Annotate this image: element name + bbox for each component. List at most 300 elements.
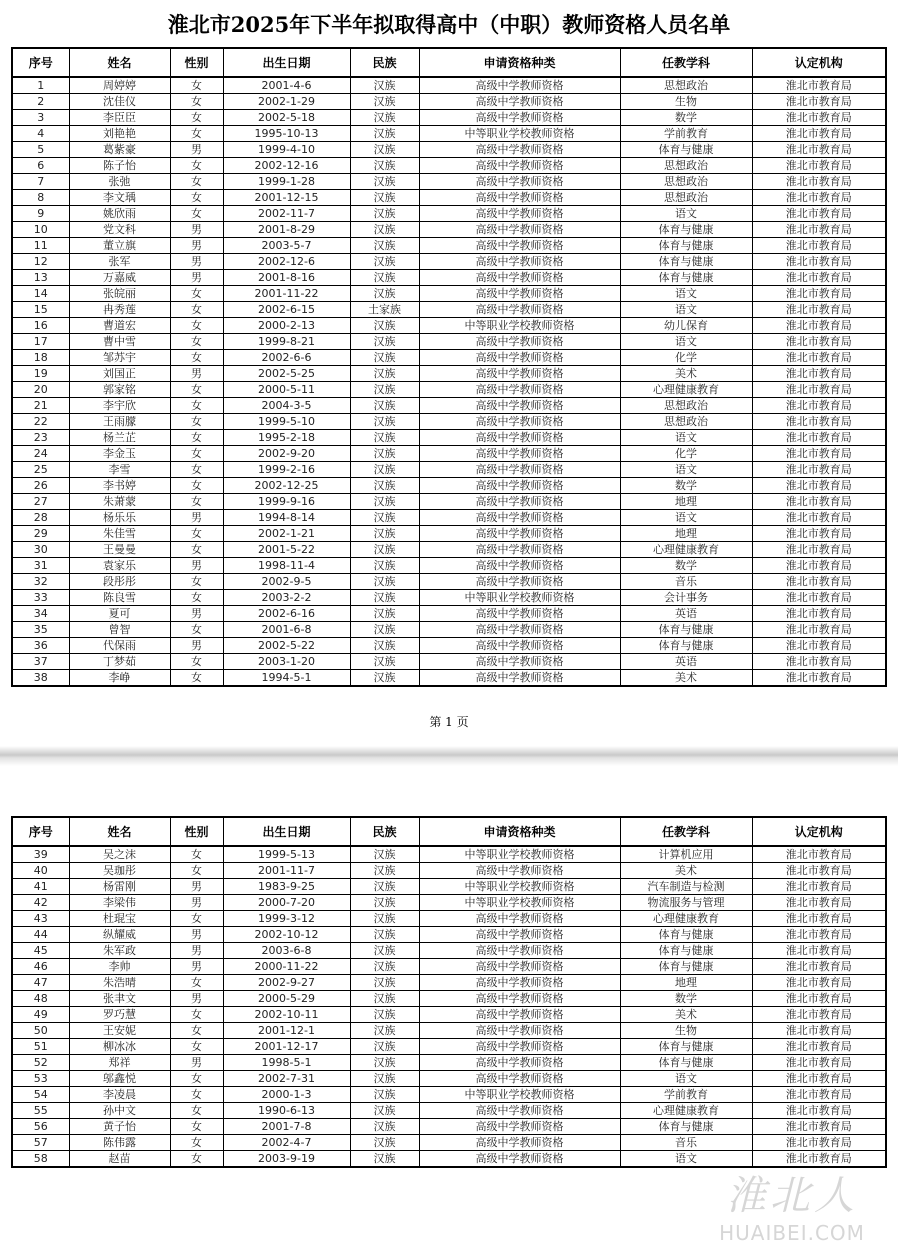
cell-gender: 男 (170, 606, 223, 622)
cell-gender: 女 (170, 526, 223, 542)
cell-ethnicity: 汉族 (350, 334, 419, 350)
cell-certifying-authority: 淮北市教育局 (752, 1023, 886, 1039)
cell-ethnicity: 汉族 (350, 446, 419, 462)
cell-ethnicity: 汉族 (350, 1023, 419, 1039)
cell-qualification-type: 中等职业学校教师资格 (419, 318, 620, 334)
cell-qualification-type: 高级中学教师资格 (419, 1055, 620, 1071)
cell-ethnicity: 汉族 (350, 574, 419, 590)
cell-row-number: 53 (12, 1071, 69, 1087)
cell-ethnicity: 汉族 (350, 975, 419, 991)
cell-ethnicity: 汉族 (350, 1087, 419, 1103)
cell-certifying-authority: 淮北市教育局 (752, 1039, 886, 1055)
cell-gender: 女 (170, 1103, 223, 1119)
cell-qualification-type: 高级中学教师资格 (419, 190, 620, 206)
cell-birth-date: 2002-9-20 (223, 446, 350, 462)
cell-row-number: 32 (12, 574, 69, 590)
cell-certifying-authority: 淮北市教育局 (752, 1151, 886, 1168)
table-row (12, 414, 886, 430)
cell-certifying-authority: 淮北市教育局 (752, 462, 886, 478)
cell-ethnicity: 汉族 (350, 110, 419, 126)
cell-teaching-subject: 体育与健康 (620, 959, 752, 975)
cell-qualification-type: 中等职业学校教师资格 (419, 590, 620, 606)
cell-certifying-authority: 淮北市教育局 (752, 494, 886, 510)
cell-row-number: 56 (12, 1119, 69, 1135)
cell-row-number: 46 (12, 959, 69, 975)
cell-qualification-type: 高级中学教师资格 (419, 222, 620, 238)
table-row (12, 190, 886, 206)
column-header-ethnicity: 民族 (350, 817, 419, 846)
cell-row-number: 22 (12, 414, 69, 430)
cell-qualification-type: 高级中学教师资格 (419, 1039, 620, 1055)
table-row (12, 959, 886, 975)
cell-teaching-subject: 体育与健康 (620, 622, 752, 638)
cell-birth-date: 1994-8-14 (223, 510, 350, 526)
cell-row-number: 14 (12, 286, 69, 302)
cell-name: 王雨朦 (69, 414, 170, 430)
cell-ethnicity: 汉族 (350, 911, 419, 927)
document-title: 淮北市2025年下半年拟取得高中（中职）教师资格人员名单 (167, 12, 731, 37)
cell-row-number: 38 (12, 670, 69, 687)
cell-teaching-subject: 幼儿保育 (620, 318, 752, 334)
cell-row-number: 39 (12, 846, 69, 863)
cell-row-number: 54 (12, 1087, 69, 1103)
cell-ethnicity: 汉族 (350, 222, 419, 238)
column-header-teaching-subject: 任教学科 (620, 48, 752, 77)
table-row (12, 430, 886, 446)
cell-ethnicity: 汉族 (350, 1055, 419, 1071)
cell-gender: 女 (170, 110, 223, 126)
cell-certifying-authority: 淮北市教育局 (752, 558, 886, 574)
cell-birth-date: 2002-1-21 (223, 526, 350, 542)
cell-name: 郭家铭 (69, 382, 170, 398)
cell-name: 党文科 (69, 222, 170, 238)
cell-gender: 女 (170, 286, 223, 302)
cell-qualification-type: 高级中学教师资格 (419, 254, 620, 270)
cell-ethnicity: 汉族 (350, 126, 419, 142)
cell-qualification-type: 高级中学教师资格 (419, 654, 620, 670)
cell-birth-date: 2002-4-7 (223, 1135, 350, 1151)
table-row (12, 911, 886, 927)
cell-name: 孙中文 (69, 1103, 170, 1119)
cell-qualification-type: 高级中学教师资格 (419, 1151, 620, 1168)
cell-ethnicity: 汉族 (350, 558, 419, 574)
cell-teaching-subject: 美术 (620, 1007, 752, 1023)
cell-birth-date: 2001-11-22 (223, 286, 350, 302)
table-row (12, 1055, 886, 1071)
cell-teaching-subject: 美术 (620, 366, 752, 382)
cell-certifying-authority: 淮北市教育局 (752, 846, 886, 863)
cell-name: 曹中雪 (69, 334, 170, 350)
table-row (12, 1151, 886, 1168)
cell-ethnicity: 汉族 (350, 77, 419, 94)
cell-name: 陈良雪 (69, 590, 170, 606)
table-row (12, 158, 886, 174)
cell-qualification-type: 高级中学教师资格 (419, 334, 620, 350)
cell-ethnicity: 汉族 (350, 863, 419, 879)
cell-name: 李金玉 (69, 446, 170, 462)
cell-name: 李雪 (69, 462, 170, 478)
cell-gender: 女 (170, 77, 223, 94)
cell-certifying-authority: 淮北市教育局 (752, 286, 886, 302)
cell-row-number: 6 (12, 158, 69, 174)
cell-qualification-type: 高级中学教师资格 (419, 77, 620, 94)
cell-qualification-type: 高级中学教师资格 (419, 302, 620, 318)
cell-name: 刘国正 (69, 366, 170, 382)
cell-birth-date: 1983-9-25 (223, 879, 350, 895)
cell-row-number: 10 (12, 222, 69, 238)
cell-qualification-type: 高级中学教师资格 (419, 1071, 620, 1087)
table-row (12, 238, 886, 254)
cell-certifying-authority: 淮北市教育局 (752, 1071, 886, 1087)
cell-gender: 男 (170, 895, 223, 911)
watermark-logo-text: 淮北人 (726, 1173, 858, 1219)
cell-birth-date: 1999-1-28 (223, 174, 350, 190)
cell-name: 李帅 (69, 959, 170, 975)
cell-row-number: 49 (12, 1007, 69, 1023)
cell-gender: 男 (170, 366, 223, 382)
cell-row-number: 47 (12, 975, 69, 991)
cell-gender: 女 (170, 622, 223, 638)
cell-teaching-subject: 音乐 (620, 574, 752, 590)
cell-birth-date: 2000-7-20 (223, 895, 350, 911)
cell-ethnicity: 汉族 (350, 462, 419, 478)
cell-gender: 女 (170, 462, 223, 478)
table-row (12, 494, 886, 510)
cell-birth-date: 2002-10-11 (223, 1007, 350, 1023)
cell-teaching-subject: 地理 (620, 494, 752, 510)
cell-teaching-subject: 地理 (620, 975, 752, 991)
cell-birth-date: 2003-5-7 (223, 238, 350, 254)
cell-name: 张皖丽 (69, 286, 170, 302)
cell-teaching-subject: 心理健康教育 (620, 1103, 752, 1119)
cell-name: 朱军政 (69, 943, 170, 959)
cell-name: 陈伟露 (69, 1135, 170, 1151)
table-row (12, 206, 886, 222)
cell-row-number: 25 (12, 462, 69, 478)
cell-gender: 女 (170, 478, 223, 494)
cell-birth-date: 1995-2-18 (223, 430, 350, 446)
column-header-ethnicity: 民族 (350, 48, 419, 77)
cell-ethnicity: 汉族 (350, 366, 419, 382)
table-row (12, 270, 886, 286)
cell-teaching-subject: 地理 (620, 526, 752, 542)
table-header-row (12, 48, 886, 77)
cell-row-number: 1 (12, 77, 69, 94)
cell-ethnicity: 汉族 (350, 879, 419, 895)
cell-ethnicity: 汉族 (350, 1119, 419, 1135)
table-row (12, 1023, 886, 1039)
cell-certifying-authority: 淮北市教育局 (752, 478, 886, 494)
cell-certifying-authority: 淮北市教育局 (752, 1055, 886, 1071)
table-row (12, 1039, 886, 1055)
cell-certifying-authority: 淮北市教育局 (752, 1135, 886, 1151)
cell-gender: 女 (170, 94, 223, 110)
cell-ethnicity: 汉族 (350, 414, 419, 430)
cell-birth-date: 1999-4-10 (223, 142, 350, 158)
cell-teaching-subject: 思想政治 (620, 77, 752, 94)
cell-qualification-type: 高级中学教师资格 (419, 1119, 620, 1135)
table-row (12, 446, 886, 462)
cell-row-number: 43 (12, 911, 69, 927)
cell-certifying-authority: 淮北市教育局 (752, 334, 886, 350)
cell-ethnicity: 汉族 (350, 1151, 419, 1168)
cell-name: 李梁伟 (69, 895, 170, 911)
table-row (12, 654, 886, 670)
cell-qualification-type: 高级中学教师资格 (419, 1023, 620, 1039)
cell-gender: 男 (170, 1055, 223, 1071)
table-row (12, 879, 886, 895)
cell-qualification-type: 高级中学教师资格 (419, 414, 620, 430)
cell-teaching-subject: 物流服务与管理 (620, 895, 752, 911)
cell-ethnicity: 汉族 (350, 542, 419, 558)
cell-qualification-type: 中等职业学校教师资格 (419, 879, 620, 895)
cell-name: 李宇欣 (69, 398, 170, 414)
cell-teaching-subject: 生物 (620, 94, 752, 110)
cell-ethnicity: 汉族 (350, 654, 419, 670)
cell-teaching-subject: 语文 (620, 334, 752, 350)
roster-table-page-1 (11, 47, 887, 687)
table-row (12, 991, 886, 1007)
cell-row-number: 12 (12, 254, 69, 270)
cell-ethnicity: 汉族 (350, 959, 419, 975)
cell-birth-date: 1999-5-13 (223, 846, 350, 863)
cell-gender: 女 (170, 846, 223, 863)
table-row (12, 975, 886, 991)
cell-qualification-type: 高级中学教师资格 (419, 510, 620, 526)
cell-gender: 女 (170, 126, 223, 142)
cell-certifying-authority: 淮北市教育局 (752, 622, 886, 638)
table-body (12, 77, 886, 686)
cell-ethnicity: 汉族 (350, 670, 419, 687)
cell-qualification-type: 高级中学教师资格 (419, 462, 620, 478)
cell-qualification-type: 高级中学教师资格 (419, 286, 620, 302)
cell-teaching-subject: 语文 (620, 510, 752, 526)
page-number: 第 1 页 (429, 715, 469, 729)
cell-ethnicity: 汉族 (350, 318, 419, 334)
cell-name: 杜琨宝 (69, 911, 170, 927)
cell-teaching-subject: 生物 (620, 1023, 752, 1039)
cell-birth-date: 2002-5-18 (223, 110, 350, 126)
cell-name: 赵苗 (69, 1151, 170, 1168)
cell-certifying-authority: 淮北市教育局 (752, 350, 886, 366)
cell-qualification-type: 高级中学教师资格 (419, 1135, 620, 1151)
cell-row-number: 9 (12, 206, 69, 222)
cell-gender: 女 (170, 1135, 223, 1151)
cell-teaching-subject: 语文 (620, 430, 752, 446)
cell-teaching-subject: 计算机应用 (620, 846, 752, 863)
cell-row-number: 35 (12, 622, 69, 638)
cell-teaching-subject: 体育与健康 (620, 254, 752, 270)
cell-certifying-authority: 淮北市教育局 (752, 670, 886, 687)
cell-qualification-type: 高级中学教师资格 (419, 574, 620, 590)
cell-certifying-authority: 淮北市教育局 (752, 158, 886, 174)
cell-row-number: 15 (12, 302, 69, 318)
cell-birth-date: 2001-12-17 (223, 1039, 350, 1055)
cell-row-number: 13 (12, 270, 69, 286)
cell-ethnicity: 汉族 (350, 430, 419, 446)
cell-gender: 女 (170, 190, 223, 206)
cell-row-number: 45 (12, 943, 69, 959)
cell-birth-date: 2002-11-7 (223, 206, 350, 222)
cell-name: 罗巧慧 (69, 1007, 170, 1023)
cell-teaching-subject: 心理健康教育 (620, 542, 752, 558)
column-header-row-number: 序号 (12, 48, 69, 77)
cell-gender: 男 (170, 510, 223, 526)
cell-birth-date: 2002-9-27 (223, 975, 350, 991)
table-row (12, 286, 886, 302)
table-row (12, 1087, 886, 1103)
cell-qualification-type: 高级中学教师资格 (419, 142, 620, 158)
column-header-birth-date: 出生日期 (223, 48, 350, 77)
cell-gender: 男 (170, 943, 223, 959)
table-row (12, 462, 886, 478)
cell-teaching-subject: 化学 (620, 350, 752, 366)
cell-ethnicity: 汉族 (350, 1007, 419, 1023)
cell-birth-date: 2004-3-5 (223, 398, 350, 414)
cell-name: 黄子怡 (69, 1119, 170, 1135)
cell-row-number: 16 (12, 318, 69, 334)
cell-ethnicity: 汉族 (350, 526, 419, 542)
watermark-domain-text: HUAIBEI.COM (719, 1221, 865, 1245)
cell-certifying-authority: 淮北市教育局 (752, 174, 886, 190)
cell-ethnicity: 汉族 (350, 94, 419, 110)
cell-row-number: 50 (12, 1023, 69, 1039)
cell-certifying-authority: 淮北市教育局 (752, 526, 886, 542)
table-row (12, 943, 886, 959)
cell-teaching-subject: 体育与健康 (620, 638, 752, 654)
cell-gender: 女 (170, 1007, 223, 1023)
cell-birth-date: 1999-8-21 (223, 334, 350, 350)
cell-gender: 女 (170, 414, 223, 430)
table-row (12, 638, 886, 654)
cell-certifying-authority: 淮北市教育局 (752, 959, 886, 975)
cell-certifying-authority: 淮北市教育局 (752, 430, 886, 446)
cell-ethnicity: 汉族 (350, 927, 419, 943)
cell-gender: 男 (170, 558, 223, 574)
cell-teaching-subject: 体育与健康 (620, 927, 752, 943)
cell-qualification-type: 高级中学教师资格 (419, 446, 620, 462)
cell-teaching-subject: 数学 (620, 558, 752, 574)
cell-certifying-authority: 淮北市教育局 (752, 1087, 886, 1103)
cell-qualification-type: 高级中学教师资格 (419, 366, 620, 382)
cell-name: 张聿文 (69, 991, 170, 1007)
cell-birth-date: 1995-10-13 (223, 126, 350, 142)
cell-qualification-type: 高级中学教师资格 (419, 670, 620, 687)
cell-certifying-authority: 淮北市教育局 (752, 991, 886, 1007)
cell-ethnicity: 汉族 (350, 494, 419, 510)
table-row (12, 863, 886, 879)
cell-qualification-type: 高级中学教师资格 (419, 94, 620, 110)
cell-gender: 女 (170, 911, 223, 927)
cell-teaching-subject: 英语 (620, 654, 752, 670)
cell-qualification-type: 高级中学教师资格 (419, 526, 620, 542)
cell-birth-date: 1990-6-13 (223, 1103, 350, 1119)
cell-birth-date: 2000-1-3 (223, 1087, 350, 1103)
cell-name: 沈佳仪 (69, 94, 170, 110)
cell-qualification-type: 高级中学教师资格 (419, 542, 620, 558)
cell-ethnicity: 汉族 (350, 1135, 419, 1151)
table-row (12, 334, 886, 350)
table-row (12, 1007, 886, 1023)
cell-name: 段彤彤 (69, 574, 170, 590)
cell-birth-date: 2002-10-12 (223, 927, 350, 943)
cell-gender: 女 (170, 350, 223, 366)
cell-row-number: 24 (12, 446, 69, 462)
table-row (12, 222, 886, 238)
cell-row-number: 51 (12, 1039, 69, 1055)
cell-row-number: 40 (12, 863, 69, 879)
cell-birth-date: 2002-6-15 (223, 302, 350, 318)
table-row (12, 927, 886, 943)
cell-name: 邹苏宇 (69, 350, 170, 366)
cell-gender: 男 (170, 638, 223, 654)
cell-qualification-type: 高级中学教师资格 (419, 350, 620, 366)
cell-name: 曾智 (69, 622, 170, 638)
cell-qualification-type: 中等职业学校教师资格 (419, 126, 620, 142)
cell-birth-date: 2001-6-8 (223, 622, 350, 638)
cell-gender: 男 (170, 222, 223, 238)
cell-teaching-subject: 语文 (620, 1071, 752, 1087)
cell-teaching-subject: 思想政治 (620, 190, 752, 206)
table-row (12, 1103, 886, 1119)
table-body (12, 846, 886, 1167)
cell-row-number: 34 (12, 606, 69, 622)
cell-teaching-subject: 语文 (620, 206, 752, 222)
cell-name: 吴珈彤 (69, 863, 170, 879)
cell-qualification-type: 高级中学教师资格 (419, 975, 620, 991)
cell-birth-date: 2001-7-8 (223, 1119, 350, 1135)
cell-certifying-authority: 淮北市教育局 (752, 975, 886, 991)
cell-teaching-subject: 美术 (620, 863, 752, 879)
cell-birth-date: 1999-3-12 (223, 911, 350, 927)
cell-certifying-authority: 淮北市教育局 (752, 206, 886, 222)
cell-gender: 女 (170, 494, 223, 510)
cell-row-number: 30 (12, 542, 69, 558)
cell-name: 纵耀威 (69, 927, 170, 943)
cell-row-number: 20 (12, 382, 69, 398)
cell-ethnicity: 汉族 (350, 286, 419, 302)
cell-birth-date: 2001-5-22 (223, 542, 350, 558)
cell-qualification-type: 高级中学教师资格 (419, 927, 620, 943)
column-header-gender: 性别 (170, 817, 223, 846)
cell-certifying-authority: 淮北市教育局 (752, 366, 886, 382)
cell-gender: 女 (170, 158, 223, 174)
cell-row-number: 42 (12, 895, 69, 911)
cell-name: 杨乐乐 (69, 510, 170, 526)
column-header-name: 姓名 (69, 48, 170, 77)
cell-teaching-subject: 数学 (620, 478, 752, 494)
cell-birth-date: 2003-9-19 (223, 1151, 350, 1168)
cell-certifying-authority: 淮北市教育局 (752, 94, 886, 110)
cell-ethnicity: 汉族 (350, 142, 419, 158)
cell-birth-date: 2000-11-22 (223, 959, 350, 975)
cell-row-number: 5 (12, 142, 69, 158)
cell-qualification-type: 高级中学教师资格 (419, 1007, 620, 1023)
cell-certifying-authority: 淮北市教育局 (752, 318, 886, 334)
cell-row-number: 2 (12, 94, 69, 110)
cell-certifying-authority: 淮北市教育局 (752, 254, 886, 270)
cell-gender: 女 (170, 670, 223, 687)
cell-name: 杨兰芷 (69, 430, 170, 446)
cell-teaching-subject: 体育与健康 (620, 270, 752, 286)
cell-birth-date: 2002-12-6 (223, 254, 350, 270)
cell-gender: 男 (170, 254, 223, 270)
cell-qualification-type: 高级中学教师资格 (419, 430, 620, 446)
cell-birth-date: 2002-9-5 (223, 574, 350, 590)
column-header-certifying-authority: 认定机构 (752, 817, 886, 846)
cell-birth-date: 2001-8-16 (223, 270, 350, 286)
cell-gender: 女 (170, 318, 223, 334)
